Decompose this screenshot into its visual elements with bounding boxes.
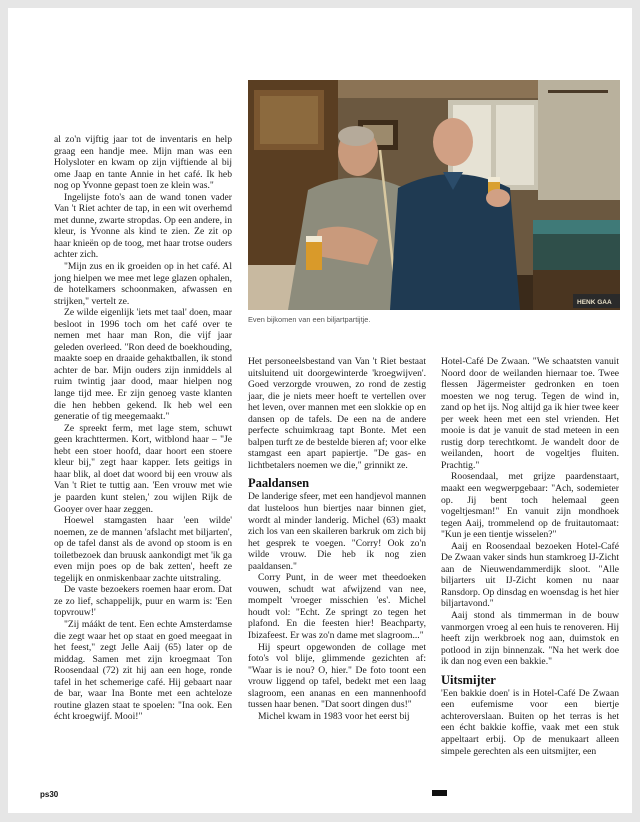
paragraph: Hotel-Café De Zwaan. "We schaatsten vanuit Noord door de weilanden hiernaar toe. Twee flessen Jägermeister gedronken en toen moesten we nog terug. Tegen de wind in, zand op het ijs. Nog altijd ga ik hier twee keer per week heen met een stel vrienden. Het mooie is dat je vanuit de stad meteen in een rustig dorp terechtkomt. Je wandelt door de weilanden, hoort de vogeltjes fluiten. Prachtig." [441, 356, 619, 471]
paragraph: Het personeelsbestand van Van 't Riet bestaat uitsluitend uit doorgewinterde 'kroegwijven'. Goed verzorgde vrouwen, zo rond de zestig jaar, die je niets meer hoeft te vertellen over het leven, over mannen met een slokkie op en dansen op de tafels. De een na de andere perfecte schuimkraag tapt Bonte. Met een balpen turft ze de bestelde bieren af; voor elke stamgast een apart papiertje. "De gas- en lichtbetalers noemen we die," grinnikt ze. [248, 356, 426, 471]
paragraph: Roosendaal, met grijze paardenstaart, maakt een wegwerpgebaar: "Ach, sodemieter op. Jij bent toch helemaal geen vogeltjesman!" En vanuit zijn mondhoek tegen Aaij, trommelend op de fruitautomaat: "Kun je een tientje wisselen?" [441, 471, 619, 541]
text-column-2 [248, 356, 426, 722]
paragraph: "Mijn zus en ik groeiden op in het café. Al jong hielpen we mee met lege glazen ophalen, de hotelkamers schoonmaken, afwassen en strijken," vertelt ze. [54, 261, 232, 307]
paragraph: Ze wilde eigenlijk 'iets met taal' doen, maar besloot in 1996 toch om het café over te nemen met haar man Ron, die vijf jaar geleden overleed. "Ron deed de boekhouding, maakte soep en draaide gehaktballen, ik stond achter de bar. Mijn ouders zijn inmiddels al ruim twintig jaar dood, maar hielpen nog lange tijd mee. Er zijn genoeg vaste klanten die hen hebben gekend. Ik heb wel een generatie of tig meegemaakt." [54, 307, 232, 423]
subheading: Uitsmijter [441, 672, 496, 687]
paragraph: Michel kwam in 1983 voor het eerst bij [258, 710, 410, 722]
magazine-page [8, 8, 632, 813]
paragraph: Aaij stond als timmerman in de bouw vanmorgen vroeg al een huis te renoveren. Hij heeft zijn werkbroek nog aan, duimstok en potlood in zijn binnenzak. "Na het werk doe ik dan nog even een bakkie." [441, 610, 619, 668]
page-number: ps30 [40, 790, 59, 799]
paragraph: De vaste bezoekers roemen haar erom. Dat ze zo lief, schappelijk, puur en warm is: 'Een topvrouw!' [54, 584, 232, 619]
paragraph: al zo'n vijftig jaar tot de inventaris en help graag een handje mee. Mijn man was een Holysloter en kwam op zijn vijftiende al bij ome Jaap en tante Annie in het café. Ik heb nog op Yvonne gepast toen ze klein was." [54, 134, 232, 192]
paragraph: "Zij máákt de tent. Een echte Amsterdamse die zegt waar het op staat en goed meegaat in het feest," zegt Jelle Aaij (65) later op de middag. Samen met zijn kroegmaat Ton Roosendaal (72) zit hij aan een hoge, ronde tafel in het schemerige café. Hij gebaart naar de bar, waar Ina Bonte met een achteloze routine glazen staat te spoelen: "Ina ook. Een écht kroegwijf. Mooi!" [54, 618, 232, 723]
paragraph: Corry Punt, in de weer met theedoeken vouwen, schudt wat afwijzend van nee, mompelt 'vroeger misschien 'es'. Michel houdt vol: "Echt. Ze springt zo tegen het plafond. En die feesten hier! Beachparty, Ibizafeest. Er was zo'n dame met slagroom..." [248, 572, 426, 642]
subheading: Paaldansen [248, 476, 310, 491]
end-mark-icon [432, 790, 447, 796]
paragraph: Hij speurt opgewonden de collage met foto's vol blije, glimmende gezichten af: "Waar is ie nou? O, hier." De foto toont een vrouw liggend op tafel, bedekt met een laag slagroom, een ananas en een mannenhoofd tussen haar benen. "Dat soort dingen dus!" [248, 641, 426, 711]
paragraph: De landerige sfeer, met een handjevol mannen dat lusteloos hun biertjes naar binnen giet, wordt al minder landerig. Michel (63) maakt zich los van een skaileren barkruk om zich bij het gesprek te voegen. "Corry! Ook zo'n wilde vrouw. Die heb ik nog zien paaldansen." [248, 491, 426, 572]
paragraph: Aaij en Roosendaal bezoeken Hotel-Café De Zwaan vaker sinds hun stamkroeg IJ-Zicht aan de Nieuwendammerdijk sloot. "Alle biljarters uit IJ-Zicht komen nu naar Ransdorp. Op dinsdag en woensdag is het hier biljartavond." [441, 540, 619, 610]
article-photo [248, 80, 620, 310]
paragraph: Hoewel stamgasten haar 'een wilde' noemen, ze de mannen 'afslacht met biljarten', op de tafel danst als de avond op stoom is en toiletbezoek dan bruusk aankondigt met 'ik ga even mijn poes op de bak zetten', heeft ze tegelijk en onmiskenbaar zachte uitstraling. [54, 515, 232, 584]
sign-text: HENK GAA [577, 299, 612, 306]
paragraph: 'Een bakkie doen' is in Hotel-Café De Zwaan een eufemisme voor een biertje achteroverslaan. Buiten op het terras is het een écht bakkie koffie, vaak met een stuk appeltaart erbij. Op de menukaart alleen simpele gerechten als een uitsmijter, een [441, 687, 619, 757]
text-column-1 [54, 134, 232, 723]
photo-caption: Even bijkomen van een biljartpartijtje. [248, 315, 371, 324]
paragraph: Ingelijste foto's aan de wand tonen vader Van 't Riet achter de tap, in een wit overhemd met dunne, zwarte stropdas. Op een andere, in kleur, is Yvonne als kind te zien. Ze zit op haar knieën op de toog, met haar trotse ouders achter zich. [54, 191, 232, 261]
paragraph: Ze spreekt ferm, met lage stem, schuwt geen krachttermen. Kort, witblond haar – "Je hebt een stoer hoofd, daar hoort een stoere kleur bij," zegt haar kapper. Iets geitigs in haar blik, al doet dat woord bij een vrouw als Van 't Riet te tuttig aan. 'Een vrouw met wie je paarden kunt stelen,' zou wijlen Rijk de Gooyer over haar zeggen. [54, 422, 232, 515]
text-column-3 [441, 356, 619, 757]
